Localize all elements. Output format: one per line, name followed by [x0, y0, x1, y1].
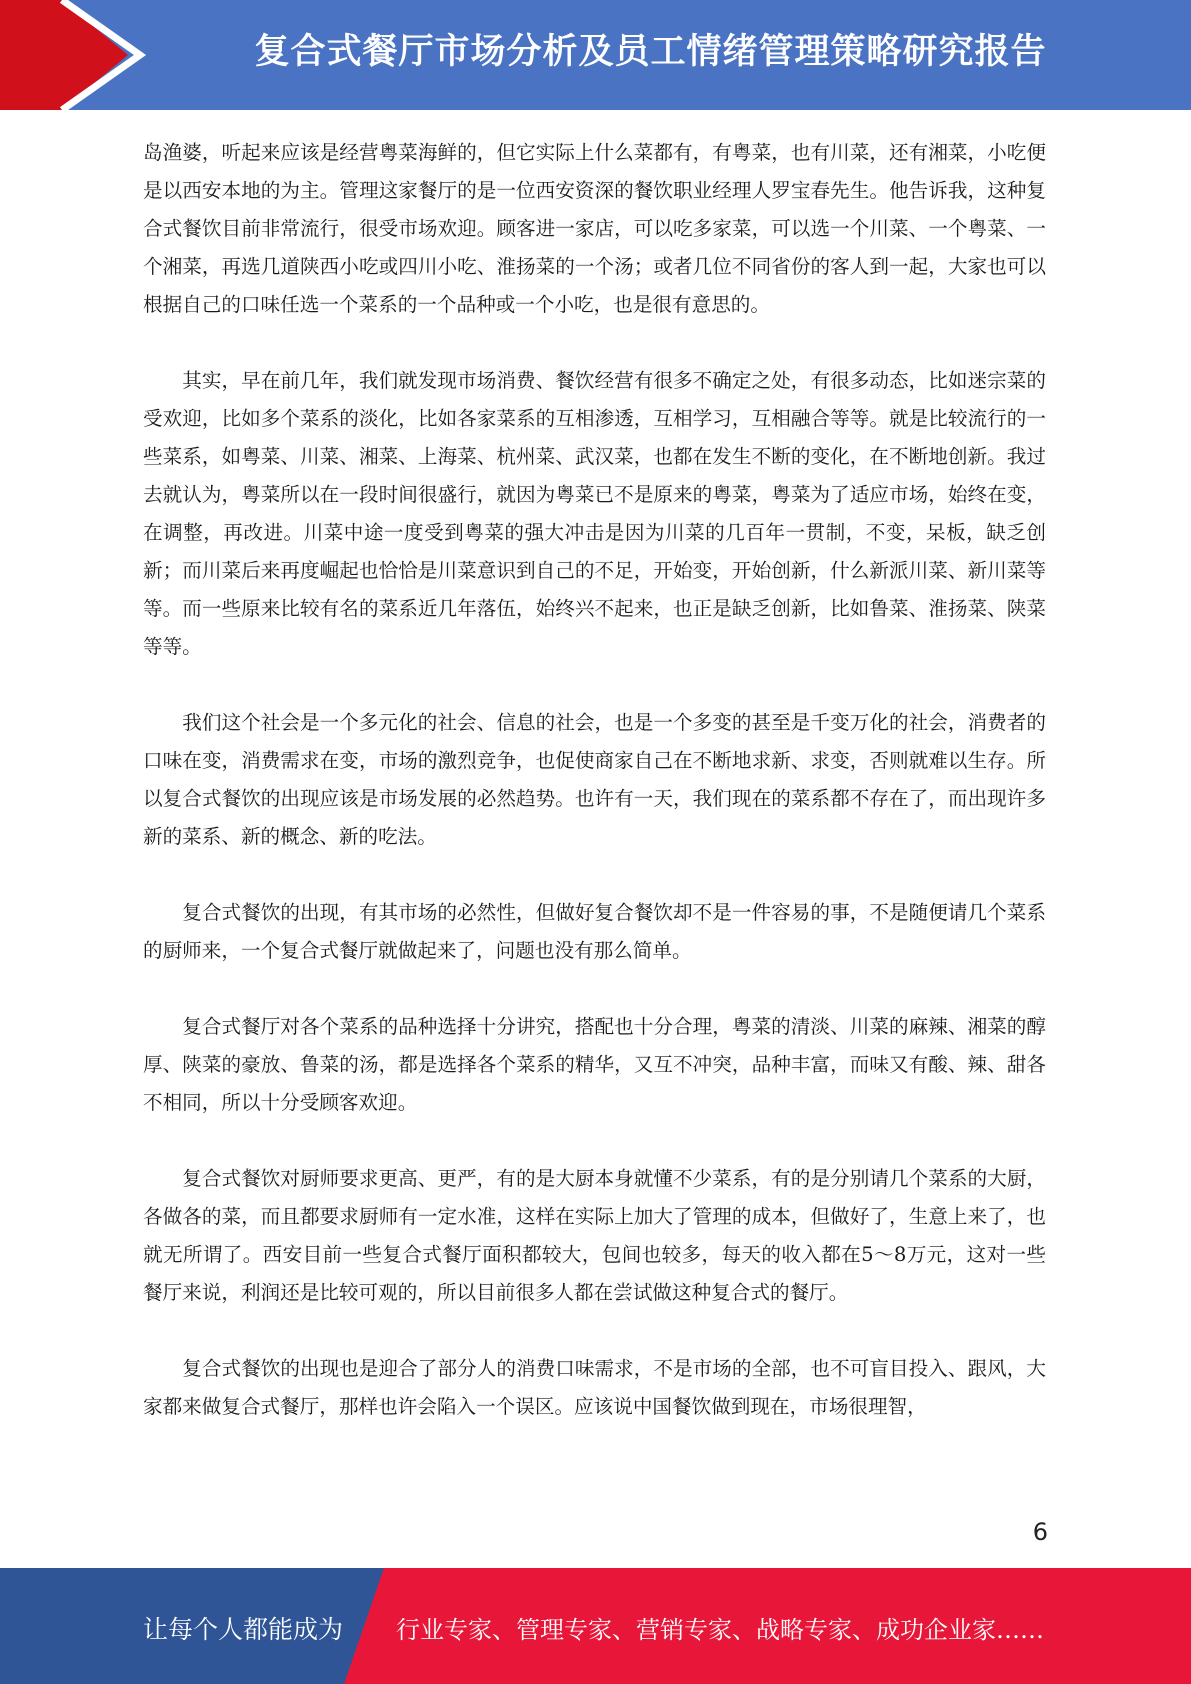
footer-slogan-left: 让每个人都能成为 [143, 1615, 344, 1644]
footer-slogan-right: 行业专家、管理专家、营销专家、战略专家、成功企业家…… [396, 1616, 1044, 1644]
document-title: 复合式餐厅市场分析及员工情绪管理策略研究报告 [254, 32, 1047, 72]
page-footer [0, 1568, 1191, 1684]
document-body [143, 134, 1046, 1464]
header-arrow-decoration [0, 0, 150, 110]
paragraph: 复合式餐饮对厨师要求更高、更严，有的是大厨本身就懂不少菜系，有的是分别请几个菜系的大厨，各做各的菜，而且都要求厨师有一定水准，这样在实际上加大了管理的成本，但做好了，生意上来了，也就无所谓了。西安目前一些复合式餐厅面积都较大，包间也较多，每天的收入都在5～8万元，这对一些餐厅来说，利润还是比较可观的，所以目前很多人都在尝试做这种复合式的餐厅。 [143, 1167, 1046, 1304]
paragraph: 其实，早在前几年，我们就发现市场消费、餐饮经营有很多不确定之处，有很多动态，比如迷宗菜的受欢迎，比如多个菜系的淡化，比如各家菜系的互相渗透，互相学习，互相融合等等。就是比较流行的一些菜系，如粤菜、川菜、湘菜、上海菜、杭州菜、武汉菜，也都在发生不断的变化，在不断地创新。我过去就认为，粤菜所以在一段时间很盛行，就因为粤菜已不是原来的粤菜，粤菜为了适应市场，始终在变，在调整，再改进。川菜中途一度受到粤菜的强大冲击是因为川菜的几百年一贯制，不变，呆板，缺乏创新；而川菜后来再度崛起也恰恰是川菜意识到自己的不足，开始变，开始创新，什么新派川菜、新川菜等等。而一些原来比较有名的菜系近几年落伍，始终兴不起来，也正是缺乏创新，比如鲁菜、淮扬菜、陕菜等等。 [143, 369, 1046, 658]
paragraph: 复合式餐饮的出现也是迎合了部分人的消费口味需求，不是市场的全部，也不可盲目投入、跟风，大家都来做复合式餐厅，那样也许会陷入一个误区。应该说中国餐饮做到现在，市场很理智， [143, 1357, 1046, 1418]
paragraph: 我们这个社会是一个多元化的社会、信息的社会，也是一个多变的甚至是千变万化的社会，消费者的口味在变，消费需求在变，市场的激烈竞争，也促使商家自己在不断地求新、求变，否则就难以生存。所以复合式餐饮的出现应该是市场发展的必然趋势。也许有一天，我们现在的菜系都不存在了，而出现许多新的菜系、新的概念、新的吃法。 [143, 711, 1046, 848]
page-header [0, 0, 1191, 110]
page-number: 6 [1032, 1518, 1048, 1546]
paragraph: 复合式餐厅对各个菜系的品种选择十分讲究，搭配也十分合理，粤菜的清淡、川菜的麻辣、湘菜的醇厚、陕菜的豪放、鲁菜的汤，都是选择各个菜系的精华，又互不冲突，品种丰富，而味又有酸、辣、甜各不相同，所以十分受顾客欢迎。 [143, 1015, 1046, 1114]
paragraph: 岛渔婆，听起来应该是经营粤菜海鲜的，但它实际上什么菜都有，有粤菜，也有川菜，还有湘菜，小吃便是以西安本地的为主。管理这家餐厅的是一位西安资深的餐饮职业经理人罗宝春先生。他告诉我，这种复合式餐饮目前非常流行，很受市场欢迎。顾客进一家店，可以吃多家菜，可以选一个川菜、一个粤菜、一个湘菜，再选几道陕西小吃或四川小吃、淮扬菜的一个汤；或者几位不同省份的客人到一起，大家也可以根据自己的口味任选一个菜系的一个品种或一个小吃，也是很有意思的。 [143, 141, 1046, 316]
paragraph: 复合式餐饮的出现，有其市场的必然性，但做好复合餐饮却不是一件容易的事，不是随便请几个菜系的厨师来，一个复合式餐厅就做起来了，问题也没有那么简单。 [143, 901, 1046, 962]
